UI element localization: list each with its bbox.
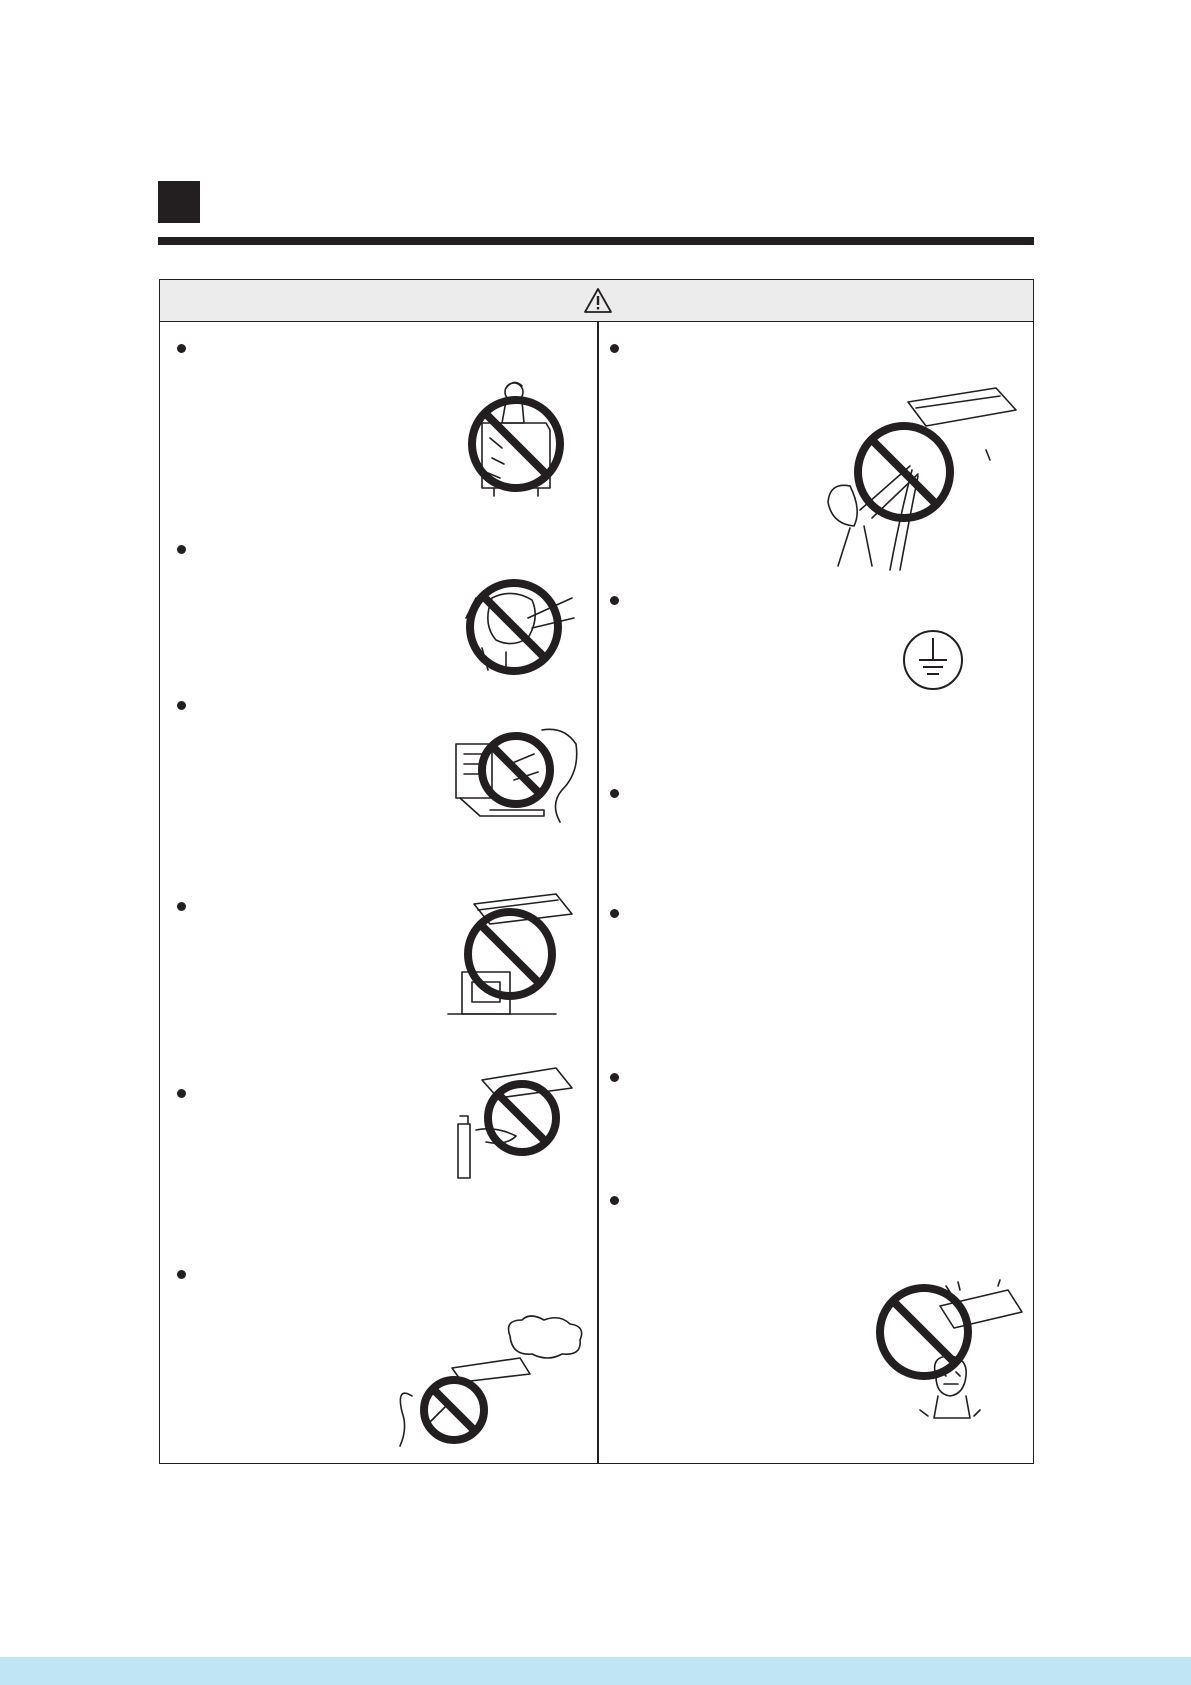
list-item-bullet [177,701,186,710]
list-item-bullet [177,545,186,554]
list-item-bullet [610,789,619,798]
list-item-bullet [177,344,186,353]
heater-under-indoor-unit-illustration [446,890,576,1030]
warning-triangle-icon [583,287,613,315]
person-under-dripping-unit-illustration [880,1276,1030,1426]
person-washing-unit-with-hose-illustration [820,386,1020,576]
person-under-unit-with-cloud-illustration [392,1316,592,1456]
list-item-bullet [177,902,186,911]
list-item-bullet [610,1196,619,1205]
spray-can-near-indoor-unit-illustration [446,1066,576,1186]
list-item-bullet [177,1270,186,1279]
footer-band [0,1657,1191,1685]
earth-ground-icon [901,628,965,692]
hand-inserting-object-into-unit-illustration [450,724,580,834]
wet-hand-touching-switch-illustration [462,578,582,678]
section-rule [158,237,1034,245]
list-item-bullet [610,596,619,605]
list-item-bullet [610,1073,619,1082]
list-item-bullet [610,344,619,353]
column-divider [597,322,599,1463]
list-item-bullet [177,1089,186,1098]
section-marker [158,181,200,223]
list-item-bullet [610,909,619,918]
warning-header [160,280,1033,322]
person-standing-on-outdoor-unit-illustration [462,378,572,508]
